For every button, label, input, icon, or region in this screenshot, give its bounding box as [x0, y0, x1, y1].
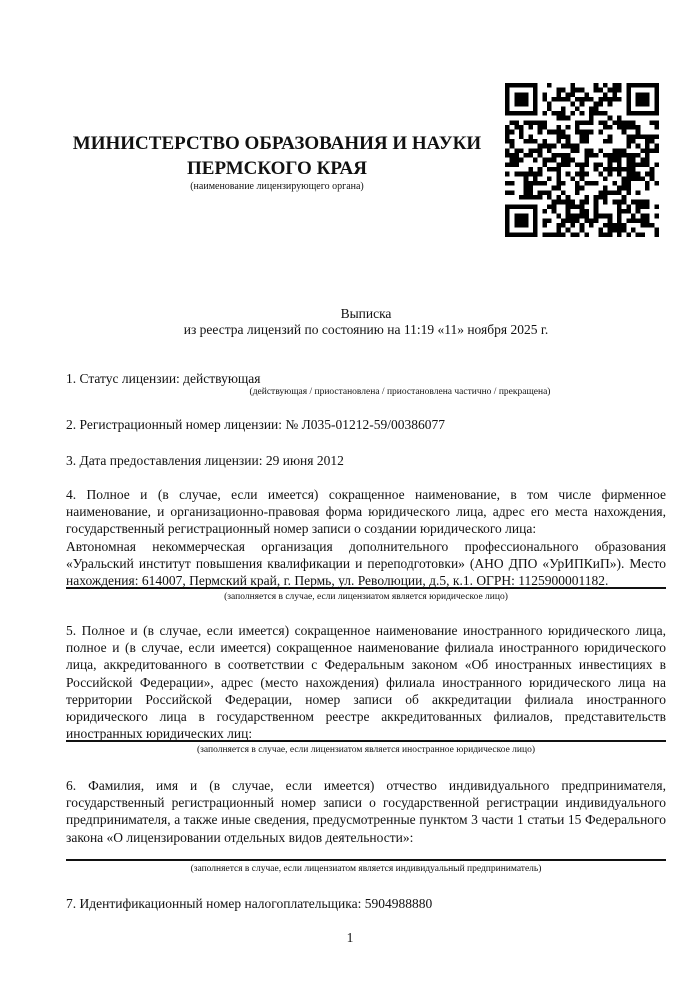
divider [66, 740, 666, 742]
page-number: 1 [346, 930, 354, 945]
divider [66, 587, 666, 589]
legal-entity-note: (заполняется в случае, если лицензиатом является юридическое лицо) [224, 592, 508, 602]
item-entrepreneur-label: 6. Фамилия, имя и (в случае, если имеется) отчество индивидуального предпринимателя, государственный регистрационный номер записи о государственной регистрации индивидуального предпринимателя, а также иные сведения, предусмотренные пунктом 3 части 1 статьи 15 Федерального закона «О лицензировании отдельных видов деятельности»: [66, 778, 666, 845]
entrepreneur-note: (заполняется в случае, если лицензиатом является индивидуальный предприниматель) [190, 864, 542, 874]
status-options-note: (действующая / приостановлена / приостановлена частично / прекращена) [249, 387, 551, 397]
item-legal-entity-label: 4. Полное и (в случае, если имеется) сокращенное наименование, в том числе фирменное наименование, и организационно-правовая форма юридического лица, адрес его места нахождения, государственный регистрационный номер записи о создании юридического лица: [66, 487, 666, 537]
item-license-status: 1. Статус лицензии: действующая [66, 371, 261, 386]
foreign-entity-note: (заполняется в случае, если лицензиатом является иностранное юридическое лицо) [197, 745, 535, 755]
divider [66, 859, 666, 861]
document-title: Выписка [340, 306, 392, 321]
licensing-authority-name [66, 131, 488, 181]
item-taxpayer-id: 7. Идентификационный номер налогоплательщика: 5904988880 [66, 896, 433, 911]
item-license-date: 3. Дата предоставления лицензии: 29 июня 2012 [66, 453, 344, 468]
item-registration-number: 2. Регистрационный номер лицензии: № Л035-01212-59/00386077 [66, 417, 446, 432]
authority-line-2: ПЕРМСКОГО КРАЯ [187, 158, 367, 179]
document-subtitle: из реестра лицензий по состоянию на 11:19 «11» ноября 2025 г. [183, 322, 549, 337]
authority-line-1: МИНИСТЕРСТВО ОБРАЗОВАНИЯ И НАУКИ [72, 133, 482, 154]
item-foreign-entity-label: 5. Полное и (в случае, если имеется) сокращенное наименование иностранного юридического лица, полное и (в случае, если имеется) сокращенное наименование филиала иностранного юридического лица, аккредитованного в соответствии с Федеральным законом «Об иностранных инвестициях в Российской Федерации», адрес (место нахождения) филиала иностранного юридического лица на территории Российской Федерации, номер записи об аккредитации филиала иностранного юридического лица в государственном реестре аккредитованных филиалов, представительств иностранных юридических лиц: [66, 623, 666, 742]
item-legal-entity-value: Автономная некоммерческая организация дополнительного профессионального образования «Уральский институт повышения квалификации и переподготовки» (АНО ДПО «УрИПКиП»). Место нахождения: 614007, Пермский край, г. Пермь, ул. Революции, д.5, к.1. ОГРН: 1125900001182. [66, 539, 666, 589]
authority-note: (наименование лицензирующего органа) [190, 181, 364, 192]
qr-code-icon [505, 83, 659, 237]
